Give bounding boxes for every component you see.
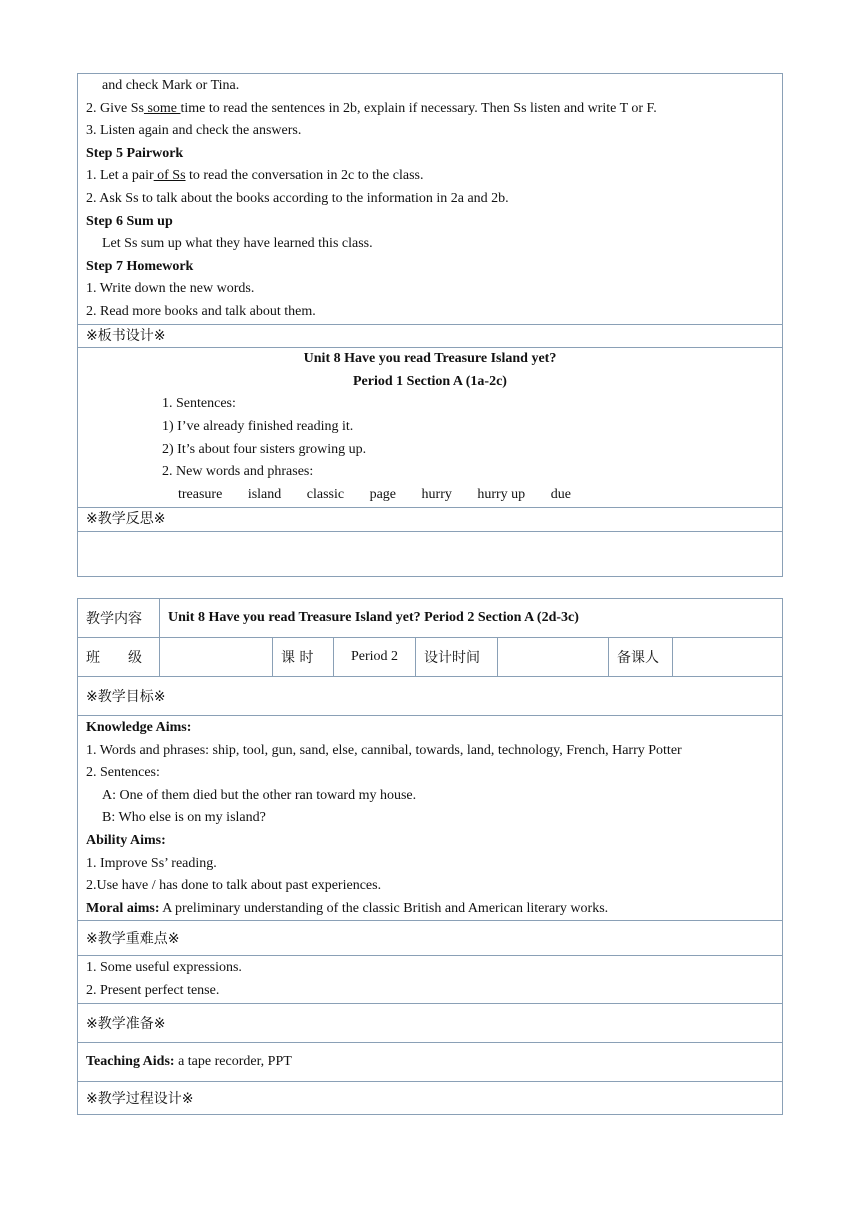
prep-header: ※教学准备※ bbox=[86, 1015, 166, 1032]
board-sentence-2: 2) It’s about four sisters growing up. bbox=[162, 441, 367, 457]
lesson-plan-period1-table bbox=[77, 73, 783, 577]
board-period: Period 1 Section A (1a-2c) bbox=[353, 373, 507, 389]
moral-aims-text: A preliminary understanding of the classic British and American literary works. bbox=[159, 900, 609, 916]
aids-text: a tape recorder, PPT bbox=[174, 1053, 292, 1069]
step7-item2: 2. Read more books and talk about them. bbox=[86, 303, 316, 319]
step7-title: Step 7 Homework bbox=[86, 258, 194, 274]
board-sentence-1: 1) I’ve already finished reading it. bbox=[162, 418, 354, 434]
process-header-cell bbox=[78, 1081, 783, 1114]
step4-item2-pre: 2. Give Ss bbox=[86, 100, 144, 116]
board-word: treasure bbox=[178, 486, 223, 502]
board-word: page bbox=[369, 486, 397, 502]
knowledge-item-1: 1. Words and phrases: ship, tool, gun, sand, else, cannibal, towards, land, technology, French, Harry Potter bbox=[86, 742, 682, 758]
period-value-cell bbox=[334, 638, 416, 677]
moral-aims-title: Moral aims: bbox=[86, 900, 160, 916]
knowledge-sentence-a: A: One of them died but the other ran toward my house. bbox=[102, 787, 417, 803]
class-label-cell bbox=[78, 638, 160, 677]
period-value: Period 2 bbox=[350, 649, 399, 664]
preparer-value-cell[interactable] bbox=[673, 638, 783, 677]
board-word: hurry bbox=[421, 486, 452, 502]
step5-item2: 2. Ask Ss to talk about the books according to the information in 2a and 2b. bbox=[86, 190, 509, 206]
step4-item2-post: time to read the sentences in 2b, explain if necessary. Then Ss listen and write T or F. bbox=[180, 100, 657, 116]
lesson-plan-period2-table bbox=[77, 598, 783, 1115]
step6-text: Let Ss sum up what they have learned this class. bbox=[102, 236, 373, 252]
reflection-header-cell bbox=[78, 508, 783, 532]
keypoints-header-cell bbox=[78, 921, 783, 956]
keypoints-content-cell bbox=[78, 956, 783, 1003]
content-value: Unit 8 Have you read Treasure Island yet? Period 2 Section A (2d-3c) bbox=[168, 610, 579, 625]
board-content-cell bbox=[78, 348, 783, 508]
ability-item-2: 2.Use have / has done to talk about past experiences. bbox=[86, 878, 382, 894]
board-sentences-label: 1. Sentences: bbox=[162, 396, 236, 412]
board-words-list bbox=[86, 484, 774, 507]
goals-content-cell bbox=[78, 716, 783, 921]
knowledge-aims-title: Knowledge Aims: bbox=[86, 720, 192, 735]
step5-item1 bbox=[86, 165, 774, 188]
preparer-label-cell bbox=[609, 638, 673, 677]
step4-item3: 3. Listen again and check the answers. bbox=[86, 123, 302, 139]
aids-title: Teaching Aids: bbox=[86, 1053, 175, 1069]
class-value-cell[interactable] bbox=[160, 638, 273, 677]
step5-item1-post: to read the conversation in 2c to the class. bbox=[185, 168, 424, 184]
step4-item2-underlined: some bbox=[143, 100, 181, 116]
goals-header-cell bbox=[78, 677, 783, 716]
design-time-label-cell bbox=[416, 638, 498, 677]
content-label: 教学内容 bbox=[86, 611, 142, 627]
step5-item1-pre: 1. Let a pair bbox=[86, 168, 154, 184]
step7-item1: 1. Write down the new words. bbox=[86, 281, 255, 297]
process-header: ※教学过程设计※ bbox=[86, 1090, 194, 1107]
keypoint-1: 1. Some useful expressions. bbox=[86, 960, 242, 976]
moral-aims bbox=[86, 898, 774, 921]
period-label-cell bbox=[273, 638, 334, 677]
keypoint-2: 2. Present perfect tense. bbox=[86, 982, 220, 998]
board-title: Unit 8 Have you read Treasure Island yet? bbox=[303, 351, 557, 367]
procedure-cell bbox=[78, 74, 783, 325]
step5-item1-underlined: of Ss bbox=[153, 168, 186, 184]
board-header-cell bbox=[78, 324, 783, 348]
content-value-cell bbox=[160, 599, 783, 638]
ability-aims-title: Ability Aims: bbox=[86, 832, 166, 848]
reflection-content-cell[interactable] bbox=[78, 531, 783, 576]
reflection-header: ※教学反思※ bbox=[86, 511, 166, 528]
knowledge-item-2: 2. Sentences: bbox=[86, 765, 160, 781]
board-word: due bbox=[550, 486, 571, 502]
class-label: 班 级 bbox=[86, 650, 142, 666]
design-time-value-cell[interactable] bbox=[498, 638, 609, 677]
keypoints-header: ※教学重难点※ bbox=[86, 931, 180, 948]
ability-item-1: 1. Improve Ss’ reading. bbox=[86, 855, 217, 871]
design-time-label: 设计时间 bbox=[424, 650, 480, 666]
board-words-label: 2. New words and phrases: bbox=[162, 464, 314, 480]
aids-cell bbox=[78, 1042, 783, 1081]
goals-header: ※教学目标※ bbox=[86, 689, 166, 705]
step4-tail: and check Mark or Tina. bbox=[102, 78, 240, 93]
prep-header-cell bbox=[78, 1003, 783, 1042]
board-word: island bbox=[247, 486, 282, 502]
knowledge-sentence-b: B: Who else is on my island? bbox=[102, 810, 266, 826]
step5-title: Step 5 Pairwork bbox=[86, 145, 184, 161]
step4-item2 bbox=[86, 98, 774, 121]
board-word: classic bbox=[306, 486, 345, 502]
period-label: 课 时 bbox=[281, 650, 314, 666]
board-word: hurry up bbox=[477, 486, 526, 502]
preparer-label: 备课人 bbox=[617, 650, 659, 666]
content-label-cell bbox=[78, 599, 160, 638]
step6-title: Step 6 Sum up bbox=[86, 213, 173, 229]
board-header: ※板书设计※ bbox=[86, 327, 166, 344]
